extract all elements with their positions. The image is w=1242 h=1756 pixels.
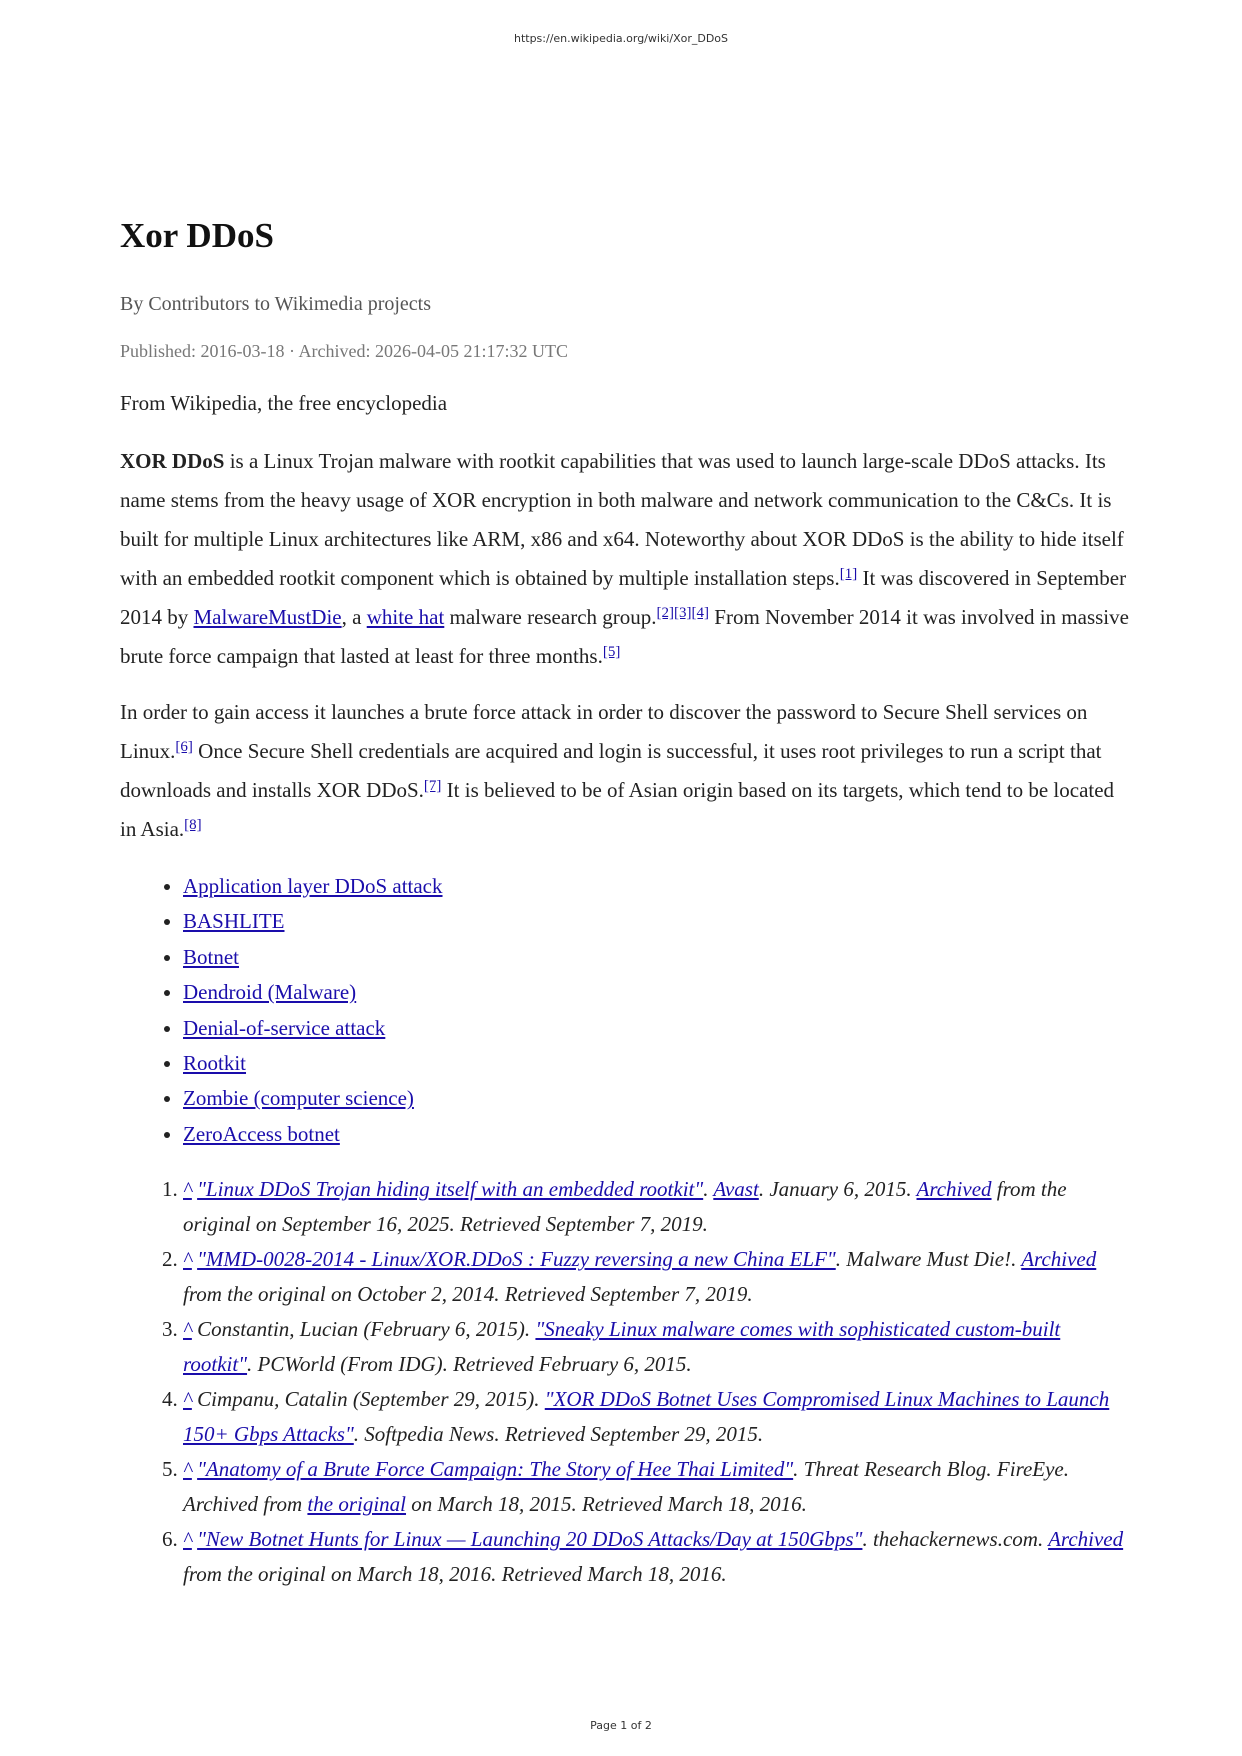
publish-dates: Published: 2016-03-18 · Archived: 2026-04-05 21:17:32 UTC bbox=[120, 341, 568, 361]
list-item bbox=[183, 869, 1130, 904]
body-paragraph bbox=[120, 693, 1130, 849]
text: on March 18, 2015. Retrieved March 18, 2016. bbox=[406, 1492, 807, 1517]
citation-link-8[interactable]: [8] bbox=[184, 817, 202, 833]
reference-item bbox=[183, 1522, 1130, 1592]
citation-link-2[interactable]: [2] bbox=[656, 605, 675, 621]
text: Once Secure Shell credentials are acquired and login is successful, it uses root privileges to run a script that downloads and installs XOR DDoS. bbox=[120, 739, 1102, 802]
page-title: Xor DDoS bbox=[120, 216, 274, 255]
backlink-caret[interactable]: ^ bbox=[183, 1387, 192, 1412]
see-also-link[interactable]: Rootkit bbox=[183, 1051, 247, 1076]
citation-link-6[interactable]: [6] bbox=[175, 739, 193, 755]
backlink-caret[interactable]: ^ bbox=[183, 1457, 192, 1482]
archived-link[interactable]: Archived bbox=[1021, 1247, 1097, 1272]
text: Constantin, Lucian (February 6, 2015). bbox=[191, 1317, 536, 1342]
backlink-caret[interactable]: ^ bbox=[183, 1177, 192, 1202]
list-item bbox=[183, 1046, 1130, 1081]
see-also-link[interactable]: Botnet bbox=[183, 944, 239, 969]
see-also-link[interactable]: ZeroAccess botnet bbox=[183, 1121, 340, 1146]
citation bbox=[175, 739, 193, 755]
see-also-link[interactable]: Application layer DDoS attack bbox=[183, 874, 443, 898]
backlink-caret[interactable]: ^ bbox=[183, 1317, 192, 1342]
subtitle: From Wikipedia, the free encyclopedia bbox=[120, 391, 448, 415]
list-item bbox=[183, 904, 1130, 939]
citation bbox=[657, 605, 710, 621]
backlink-caret[interactable]: ^ bbox=[183, 1247, 192, 1272]
text: , a bbox=[341, 605, 367, 629]
link-malwaremustdie[interactable]: MalwareMustDie bbox=[193, 605, 342, 629]
text: . Softpedia News. Retrieved September 29, 2015. bbox=[353, 1422, 764, 1447]
reference-item bbox=[183, 1382, 1130, 1452]
text: . thehackernews.com. bbox=[862, 1527, 1049, 1552]
text: from the original on September 16, 2025. Retrieved September 7, 2019. bbox=[183, 1177, 1067, 1237]
citation bbox=[603, 644, 621, 660]
text: from the original on October 2, 2014. Retrieved September 7, 2019. bbox=[183, 1282, 753, 1307]
citation bbox=[184, 817, 202, 833]
list-item bbox=[183, 975, 1130, 1010]
byline: By Contributors to Wikimedia projects bbox=[120, 293, 432, 315]
list-item bbox=[183, 940, 1130, 975]
citation-link-3[interactable]: [3] bbox=[674, 605, 692, 621]
text: is a Linux Trojan malware with rootkit capabilities that was used to launch large-scale DDoS attacks. Its name stems from the heavy usage of XOR encryption in both malware and network communication to the C&Cs. It is built for multiple Linux architectures like ARM, x86 and x64. Noteworthy about XOR DDoS is the ability to hide itself with an embedded rootkit component which is obtained by multiple installation steps. bbox=[120, 449, 1124, 590]
text: . January 6, 2015. bbox=[758, 1177, 917, 1202]
list-item bbox=[183, 1117, 1130, 1152]
text: . Malware Must Die!. bbox=[835, 1247, 1022, 1272]
citation-link-4[interactable]: [4] bbox=[691, 605, 710, 621]
citation-link-1[interactable]: [1] bbox=[839, 566, 858, 582]
reference-item bbox=[183, 1452, 1130, 1522]
see-also-link[interactable]: Denial-of-service attack bbox=[183, 1015, 386, 1040]
citation-link-7[interactable]: [7] bbox=[423, 778, 442, 794]
see-also-link[interactable]: BASHLITE bbox=[183, 909, 285, 934]
citation-link-5[interactable]: [5] bbox=[602, 644, 621, 660]
text: . bbox=[703, 1177, 714, 1202]
reference-title-link[interactable]: "Anatomy of a Brute Force Campaign: The Story of Hee Thai Limited" bbox=[197, 1457, 794, 1482]
reference-title-link[interactable]: "New Botnet Hunts for Linux — Launching 20 DDoS Attacks/Day at 150Gbps" bbox=[197, 1527, 863, 1552]
publisher-link[interactable]: Avast bbox=[713, 1177, 759, 1202]
text: . PCWorld (From IDG). Retrieved February 6, 2015. bbox=[247, 1352, 692, 1377]
reference-title-link[interactable]: "Sneaky Linux malware comes with sophisticated custom-built rootkit" bbox=[183, 1317, 1061, 1377]
list-item bbox=[183, 1011, 1130, 1046]
text: In order to gain access it launches a brute force attack in order to discover the password to Secure Shell services on Linux. bbox=[120, 700, 1088, 763]
see-also-link[interactable]: Dendroid (Malware) bbox=[183, 980, 357, 1005]
reference-item bbox=[183, 1312, 1130, 1382]
text: It is believed to be of Asian origin based on its targets, which tend to be located in Asia. bbox=[120, 778, 1115, 841]
page-number-footer: Page 1 of 2 bbox=[590, 1719, 652, 1732]
reference-title-link[interactable]: "XOR DDoS Botnet Uses Compromised Linux Machines to Launch 150+ Gbps Attacks" bbox=[183, 1387, 1110, 1447]
intro-paragraph bbox=[120, 442, 1130, 676]
see-also-link[interactable]: Zombie (computer science) bbox=[183, 1086, 414, 1111]
text: It was discovered in September 2014 by bbox=[120, 566, 1127, 629]
text: . Threat Research Blog. FireEye. Archived from bbox=[183, 1457, 1069, 1517]
reference-item bbox=[183, 1242, 1130, 1312]
reference-title-link[interactable]: "MMD-0028-2014 - Linux/XOR.DDoS : Fuzzy reversing a new China ELF" bbox=[197, 1247, 836, 1272]
reference-item bbox=[183, 1172, 1130, 1242]
see-also-list bbox=[120, 869, 1130, 1152]
text: malware research group. bbox=[444, 605, 657, 629]
archived-link[interactable]: Archived bbox=[1048, 1527, 1124, 1552]
citation bbox=[840, 566, 858, 582]
references-list bbox=[120, 1172, 1130, 1592]
term-bold: XOR DDoS bbox=[120, 449, 225, 473]
citation bbox=[424, 778, 442, 794]
text: Cimpanu, Catalin (September 29, 2015). bbox=[191, 1387, 545, 1412]
reference-title-link[interactable]: "Linux DDoS Trojan hiding itself with an embedded rootkit" bbox=[197, 1177, 704, 1202]
archived-link[interactable]: Archived bbox=[916, 1177, 992, 1202]
original-link[interactable]: the original bbox=[307, 1492, 407, 1517]
text: From November 2014 it was involved in massive brute force campaign that lasted at least for three months. bbox=[120, 605, 1129, 668]
link-white-hat[interactable]: white hat bbox=[366, 605, 445, 629]
backlink-caret[interactable]: ^ bbox=[183, 1527, 192, 1552]
page-url-header: https://en.wikipedia.org/wiki/Xor_DDoS bbox=[513, 32, 729, 45]
list-item bbox=[183, 1081, 1130, 1116]
text: from the original on March 18, 2016. Retrieved March 18, 2016. bbox=[183, 1562, 727, 1587]
article bbox=[120, 212, 1130, 1592]
